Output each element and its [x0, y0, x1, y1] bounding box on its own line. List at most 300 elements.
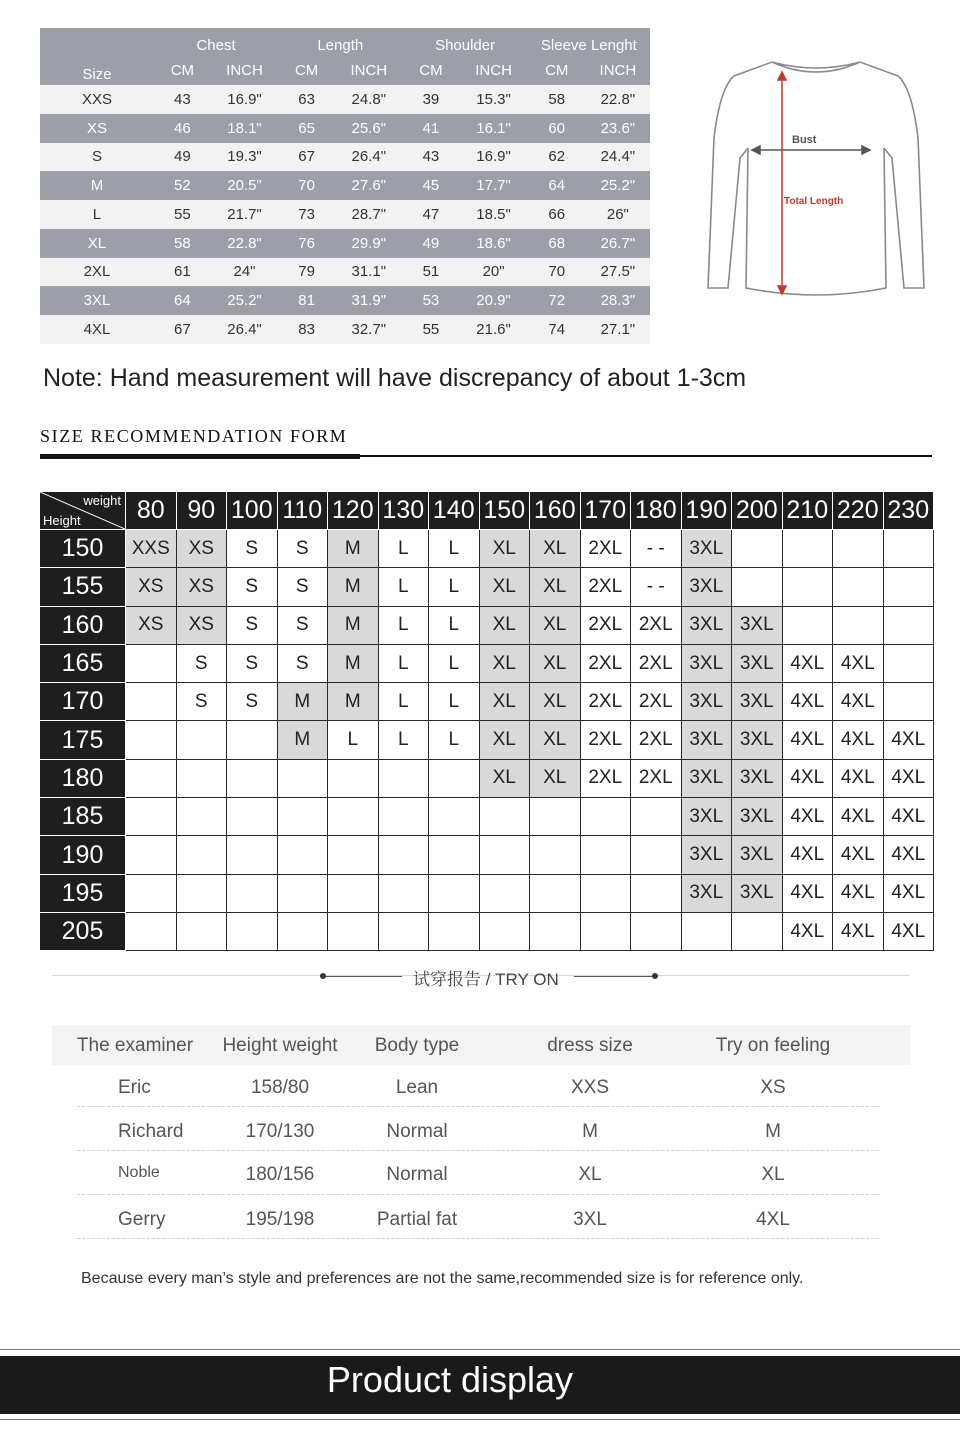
size-recommendation-cell: 2XL — [631, 644, 682, 682]
measurement-cell: 16.9" — [459, 143, 527, 172]
measurement-cell: 25.6" — [335, 114, 402, 143]
measurement-cell: 51 — [402, 258, 459, 287]
height-row — [40, 568, 934, 606]
size-recommendation-cell — [479, 798, 530, 836]
size-recommendation-cell: 4XL — [782, 874, 833, 912]
size-recommendation-cell: 4XL — [782, 798, 833, 836]
examiner-name: Noble — [118, 1164, 160, 1181]
height-label: 150 — [40, 530, 126, 568]
measurement-cell: 27.1" — [586, 315, 650, 344]
size-label-cell: S — [40, 143, 154, 172]
size-recommendation-cell: 4XL — [833, 874, 884, 912]
size-recommendation-cell: XL — [479, 530, 530, 568]
measurement-cell: 64 — [528, 171, 586, 200]
size-recommendation-cell: L — [429, 644, 480, 682]
size-recommendation-cell — [277, 874, 328, 912]
measurement-cell: 72 — [528, 286, 586, 315]
size-label-cell: XXS — [40, 85, 154, 114]
measurement-cell: 18.5" — [459, 200, 527, 229]
size-recommendation-cell: L — [429, 568, 480, 606]
size-recommendation-cell: 2XL — [631, 759, 682, 797]
tryon-value: 4XL — [756, 1209, 790, 1230]
size-recommendation-cell — [631, 798, 682, 836]
measurement-cell: 49 — [402, 229, 459, 258]
measurement-cell: 43 — [154, 85, 211, 114]
tryon-value: Normal — [386, 1121, 448, 1142]
tryon-value: XL — [761, 1164, 785, 1185]
recommendation-body — [40, 530, 934, 951]
measurement-cell: 24.8" — [335, 85, 402, 114]
height-row — [40, 759, 934, 797]
size-recommendation-cell — [227, 836, 278, 874]
size-recommendation-cell: 3XL — [681, 530, 732, 568]
size-recommendation-cell: 4XL — [883, 759, 934, 797]
height-label: 195 — [40, 874, 126, 912]
measurement-cell: 53 — [402, 286, 459, 315]
size-recommendation-cell — [429, 836, 480, 874]
tryon-line-left — [324, 976, 402, 977]
size-recommendation-cell: 4XL — [833, 836, 884, 874]
measurement-cell: 16.1" — [459, 114, 527, 143]
height-row — [40, 874, 934, 912]
weight-header: 80 — [126, 492, 177, 530]
size-recommendation-cell — [176, 721, 227, 759]
measurement-cell: 79 — [278, 258, 335, 287]
size-recommendation-cell: L — [378, 568, 429, 606]
size-recommendation-cell — [277, 759, 328, 797]
size-recommendation-cell: XS — [176, 568, 227, 606]
size-recommendation-cell: XL — [479, 606, 530, 644]
size-recommendation-cell — [328, 912, 379, 950]
size-recommendation-cell — [530, 874, 581, 912]
height-row — [40, 721, 934, 759]
tryon-title: 试穿报告 / TRY ON — [413, 970, 559, 989]
measurement-cell: 70 — [278, 171, 335, 200]
unit-header: CM — [278, 56, 335, 85]
measurement-cell: 21.6" — [459, 315, 527, 344]
tryon-dot-left — [320, 973, 326, 979]
size-recommendation-cell: XS — [176, 606, 227, 644]
size-chart-body — [40, 85, 650, 344]
size-recommendation-cell: 4XL — [833, 683, 884, 721]
measurement-cell: 18.6" — [459, 229, 527, 258]
size-header: Size — [40, 28, 154, 85]
measurement-cell: 18.1" — [211, 114, 278, 143]
size-recommendation-cell — [580, 912, 631, 950]
disclaimer-text: Because every man’s style and preferences are not the same,recommended size is for reference only. — [81, 1270, 804, 1287]
tryon-row-divider — [77, 1150, 879, 1151]
size-recommendation-cell: L — [378, 606, 429, 644]
size-recommendation-cell: XL — [479, 644, 530, 682]
size-row — [40, 258, 650, 287]
measurement-cell: 17.7" — [459, 171, 527, 200]
measurement-cell: 73 — [278, 200, 335, 229]
measurement-cell: 55 — [402, 315, 459, 344]
size-recommendation-cell: XL — [530, 606, 581, 644]
height-label: 180 — [40, 759, 126, 797]
size-recommendation-cell: S — [227, 644, 278, 682]
size-recommendation-cell: 4XL — [883, 721, 934, 759]
size-recommendation-cell: S — [176, 644, 227, 682]
size-recommendation-cell — [227, 798, 278, 836]
measurement-cell: 22.8" — [211, 229, 278, 258]
length-arrow — [778, 72, 786, 294]
height-label: 185 — [40, 798, 126, 836]
size-label-cell: 4XL — [40, 315, 154, 344]
measurement-cell: 20.5" — [211, 171, 278, 200]
size-recommendation-cell: XS — [126, 606, 177, 644]
size-recommendation-cell: M — [328, 683, 379, 721]
measurement-cell: 45 — [402, 171, 459, 200]
height-label: 165 — [40, 644, 126, 682]
tryon-value: M — [765, 1121, 781, 1142]
size-recommendation-cell: L — [378, 721, 429, 759]
unit-header: INCH — [211, 56, 278, 85]
size-recommendation-cell: M — [328, 644, 379, 682]
weight-header: 140 — [429, 492, 480, 530]
size-recommendation-cell: 4XL — [833, 798, 884, 836]
size-recommendation-cell: 2XL — [580, 568, 631, 606]
size-recommendation-cell — [328, 759, 379, 797]
examiner-name: Richard — [118, 1121, 184, 1142]
size-recommendation-cell — [126, 683, 177, 721]
size-recommendation-cell: S — [277, 530, 328, 568]
measurement-cell: 41 — [402, 114, 459, 143]
examiner-name: Eric — [118, 1077, 151, 1098]
size-recommendation-cell: - - — [631, 530, 682, 568]
size-recommendation-cell — [126, 798, 177, 836]
size-recommendation-cell: 3XL — [732, 798, 783, 836]
measurement-cell: 27.6" — [335, 171, 402, 200]
size-recommendation-cell: 4XL — [782, 912, 833, 950]
measurement-cell: 25.2" — [586, 171, 650, 200]
size-recommendation-cell: XL — [530, 530, 581, 568]
measurement-cell: 65 — [278, 114, 335, 143]
tryon-column-header: Height weight — [222, 1035, 338, 1056]
size-recommendation-cell — [580, 798, 631, 836]
size-recommendation-cell: 3XL — [732, 644, 783, 682]
size-recommendation-cell: 3XL — [732, 683, 783, 721]
measurement-cell: 21.7" — [211, 200, 278, 229]
measurement-cell: 83 — [278, 315, 335, 344]
size-recommendation-cell — [479, 874, 530, 912]
measurement-cell: 22.8" — [586, 85, 650, 114]
measurement-cell: 28.3" — [586, 286, 650, 315]
measurement-cell: 67 — [154, 315, 211, 344]
size-recommendation-cell — [378, 759, 429, 797]
size-recommendation-cell: M — [328, 568, 379, 606]
size-recommendation-cell — [782, 606, 833, 644]
unit-header: CM — [154, 56, 211, 85]
size-recommendation-cell — [479, 912, 530, 950]
height-label: 170 — [40, 683, 126, 721]
height-row — [40, 644, 934, 682]
size-recommendation-cell — [530, 836, 581, 874]
size-recommendation-cell: S — [176, 683, 227, 721]
examiner-name: Gerry — [118, 1209, 166, 1230]
tryon-value: M — [582, 1121, 598, 1142]
measurement-note: Note: Hand measurement will have discrepancy of about 1-3cm — [43, 364, 747, 392]
banner-top-rule — [0, 1349, 960, 1350]
corner-cell — [40, 492, 126, 530]
measurement-cell: 60 — [528, 114, 586, 143]
heading-underline — [40, 454, 360, 459]
size-label-cell: XL — [40, 229, 154, 258]
size-recommendation-cell: 2XL — [631, 683, 682, 721]
size-recommendation-cell — [883, 683, 934, 721]
measurement-cell: 26.4" — [211, 315, 278, 344]
size-recommendation-cell: 3XL — [681, 759, 732, 797]
size-recommendation-cell: 4XL — [833, 721, 884, 759]
measurement-cell: 52 — [154, 171, 211, 200]
size-recommendation-cell: 3XL — [681, 721, 732, 759]
measurement-cell: 16.9" — [211, 85, 278, 114]
measurement-cell: 58 — [528, 85, 586, 114]
measurement-cell: 32.7" — [335, 315, 402, 344]
size-recommendation-cell — [126, 874, 177, 912]
weight-header: 190 — [681, 492, 732, 530]
tryon-value: Lean — [395, 1077, 439, 1098]
size-recommendation-cell — [782, 568, 833, 606]
tryon-value: 180/156 — [245, 1164, 315, 1185]
size-row — [40, 143, 650, 172]
size-recommendation-cell: M — [277, 683, 328, 721]
height-label: 175 — [40, 721, 126, 759]
size-recommendation-cell: 3XL — [732, 721, 783, 759]
size-recommendation-cell — [328, 798, 379, 836]
measurement-cell: 47 — [402, 200, 459, 229]
tryon-value: 170/130 — [245, 1121, 315, 1142]
size-recommendation-cell — [732, 568, 783, 606]
size-recommendation-cell — [833, 606, 884, 644]
size-recommendation-cell: 4XL — [883, 874, 934, 912]
weight-header: 110 — [277, 492, 328, 530]
tryon-row-divider — [77, 1106, 879, 1107]
size-recommendation-cell: XL — [530, 644, 581, 682]
measurement-cell: 64 — [154, 286, 211, 315]
measurement-cell: 70 — [528, 258, 586, 287]
size-recommendation-cell: 3XL — [732, 874, 783, 912]
size-recommendation-cell — [176, 759, 227, 797]
total-length-label: Total Length — [784, 196, 844, 207]
size-recommendation-cell — [378, 798, 429, 836]
size-label-cell: 2XL — [40, 258, 154, 287]
measurement-cell: 67 — [278, 143, 335, 172]
size-recommendation-cell: M — [328, 530, 379, 568]
size-recommendation-cell — [732, 912, 783, 950]
tryon-value: Normal — [386, 1164, 448, 1185]
size-recommendation-cell — [681, 912, 732, 950]
bust-label: Bust — [792, 134, 817, 146]
size-recommendation-cell: 3XL — [681, 644, 732, 682]
size-recommendation-cell — [378, 836, 429, 874]
size-label-cell: XS — [40, 114, 154, 143]
size-recommendation-cell: XL — [479, 683, 530, 721]
tryon-row-divider — [77, 1238, 879, 1239]
height-label: 160 — [40, 606, 126, 644]
size-recommendation-cell: 4XL — [833, 644, 884, 682]
measurement-cell: 43 — [402, 143, 459, 172]
size-recommendation-cell — [328, 874, 379, 912]
size-recommendation-cell: 4XL — [782, 683, 833, 721]
shirt-measurement-diagram — [700, 48, 932, 304]
size-recommendation-cell — [833, 568, 884, 606]
size-recommendation-cell: 4XL — [833, 912, 884, 950]
height-row — [40, 836, 934, 874]
size-recommendation-cell — [580, 874, 631, 912]
recommendation-heading: SIZE RECOMMENDATION FORM — [40, 426, 348, 446]
unit-header: CM — [528, 56, 586, 85]
size-recommendation-cell: L — [328, 721, 379, 759]
bust-arrow — [752, 146, 870, 154]
size-recommendation-cell: L — [378, 683, 429, 721]
measurement-cell: 31.1" — [335, 258, 402, 287]
measurement-cell: 76 — [278, 229, 335, 258]
size-recommendation-cell — [227, 721, 278, 759]
size-recommendation-cell: XS — [176, 530, 227, 568]
measurement-cell: 20.9" — [459, 286, 527, 315]
tryon-row-divider — [77, 1194, 879, 1195]
size-row — [40, 229, 650, 258]
size-recommendation-cell: XL — [530, 568, 581, 606]
measurement-cell: 24" — [211, 258, 278, 287]
sleeve-header: Sleeve Lenght — [528, 28, 650, 56]
weight-axis-label: weight — [83, 493, 121, 508]
measurement-cell: 49 — [154, 143, 211, 172]
height-row — [40, 798, 934, 836]
chest-header: Chest — [154, 28, 278, 56]
size-recommendation-cell: 4XL — [883, 836, 934, 874]
height-row — [40, 530, 934, 568]
tryon-value: Partial fat — [376, 1209, 458, 1230]
size-row — [40, 315, 650, 344]
measurement-cell: 66 — [528, 200, 586, 229]
size-recommendation-cell — [126, 644, 177, 682]
measurement-cell: 23.6" — [586, 114, 650, 143]
size-recommendation-cell: 2XL — [580, 606, 631, 644]
measurement-cell: 74 — [528, 315, 586, 344]
size-recommendation-cell — [126, 721, 177, 759]
measurement-cell: 26.4" — [335, 143, 402, 172]
size-recommendation-cell: 3XL — [681, 836, 732, 874]
measurement-cell: 19.3" — [211, 143, 278, 172]
shirt-outline — [708, 62, 924, 295]
size-recommendation-cell — [631, 836, 682, 874]
size-recommendation-cell: 2XL — [580, 644, 631, 682]
size-recommendation-cell — [277, 798, 328, 836]
size-recommendation-cell — [530, 798, 581, 836]
measurement-cell: 25.2" — [211, 286, 278, 315]
size-row — [40, 200, 650, 229]
measurement-cell: 26" — [586, 200, 650, 229]
size-recommendation-cell: 3XL — [681, 683, 732, 721]
size-recommendation-cell — [126, 836, 177, 874]
size-recommendation-cell: 4XL — [833, 759, 884, 797]
size-recommendation-cell — [429, 759, 480, 797]
measurement-cell: 39 — [402, 85, 459, 114]
tryon-value: 3XL — [573, 1209, 607, 1230]
size-recommendation-cell — [227, 759, 278, 797]
size-recommendation-cell — [277, 836, 328, 874]
measurement-cell: 28.7" — [335, 200, 402, 229]
size-recommendation-cell: L — [378, 530, 429, 568]
size-chart-table — [40, 28, 650, 344]
weight-header: 160 — [530, 492, 581, 530]
measurement-cell: 20" — [459, 258, 527, 287]
weight-header: 170 — [580, 492, 631, 530]
tryon-title-bar — [0, 965, 960, 989]
size-recommendation-cell: 3XL — [732, 759, 783, 797]
size-recommendation-cell: 4XL — [782, 836, 833, 874]
height-row — [40, 683, 934, 721]
weight-header-row — [40, 492, 934, 530]
weight-header: 120 — [328, 492, 379, 530]
length-header: Length — [278, 28, 402, 56]
size-row — [40, 171, 650, 200]
weight-header: 220 — [833, 492, 884, 530]
size-recommendation-cell: M — [277, 721, 328, 759]
measurement-cell: 68 — [528, 229, 586, 258]
size-recommendation-cell: 4XL — [883, 912, 934, 950]
size-recommendation-cell — [429, 798, 480, 836]
size-recommendation-cell — [328, 836, 379, 874]
size-recommendation-cell: 3XL — [681, 874, 732, 912]
size-recommendation-cell: S — [277, 568, 328, 606]
size-recommendation-cell: S — [227, 683, 278, 721]
measurement-cell: 81 — [278, 286, 335, 315]
size-recommendation-cell: 2XL — [580, 759, 631, 797]
height-row — [40, 912, 934, 950]
size-recommendation-cell: S — [277, 644, 328, 682]
size-recommendation-cell: XL — [530, 759, 581, 797]
size-recommendation-cell — [429, 912, 480, 950]
tryon-header-row — [52, 1025, 910, 1065]
size-recommendation-cell: S — [227, 568, 278, 606]
size-recommendation-cell: S — [227, 606, 278, 644]
size-recommendation-cell: 3XL — [681, 568, 732, 606]
tryon-dot-right — [652, 973, 658, 979]
weight-header: 180 — [631, 492, 682, 530]
size-recommendation-cell — [883, 606, 934, 644]
height-row — [40, 606, 934, 644]
size-recommendation-cell — [378, 874, 429, 912]
tryon-value: XL — [578, 1164, 602, 1185]
size-recommendation-cell — [227, 912, 278, 950]
unit-header: INCH — [586, 56, 650, 85]
tryon-line-right — [574, 976, 654, 977]
tryon-column-header: dress size — [547, 1035, 633, 1056]
size-recommendation-cell: L — [429, 683, 480, 721]
measurement-cell: 62 — [528, 143, 586, 172]
size-recommendation-cell: 3XL — [732, 606, 783, 644]
size-recommendation-cell: XL — [479, 721, 530, 759]
tryon-column-header: Try on feeling — [715, 1035, 831, 1056]
size-row — [40, 85, 650, 114]
size-recommendation-cell: XS — [126, 568, 177, 606]
measurement-cell: 15.3" — [459, 85, 527, 114]
measurement-cell: 63 — [278, 85, 335, 114]
measurement-cell: 46 — [154, 114, 211, 143]
measurement-cell: 61 — [154, 258, 211, 287]
size-recommendation-cell: XL — [479, 759, 530, 797]
size-recommendation-cell: 4XL — [782, 759, 833, 797]
tryon-value: 158/80 — [250, 1077, 310, 1098]
size-recommendation-cell — [580, 836, 631, 874]
size-recommendation-cell — [176, 836, 227, 874]
weight-header: 200 — [732, 492, 783, 530]
size-recommendation-cell — [176, 874, 227, 912]
measurement-cell: 31.9" — [335, 286, 402, 315]
